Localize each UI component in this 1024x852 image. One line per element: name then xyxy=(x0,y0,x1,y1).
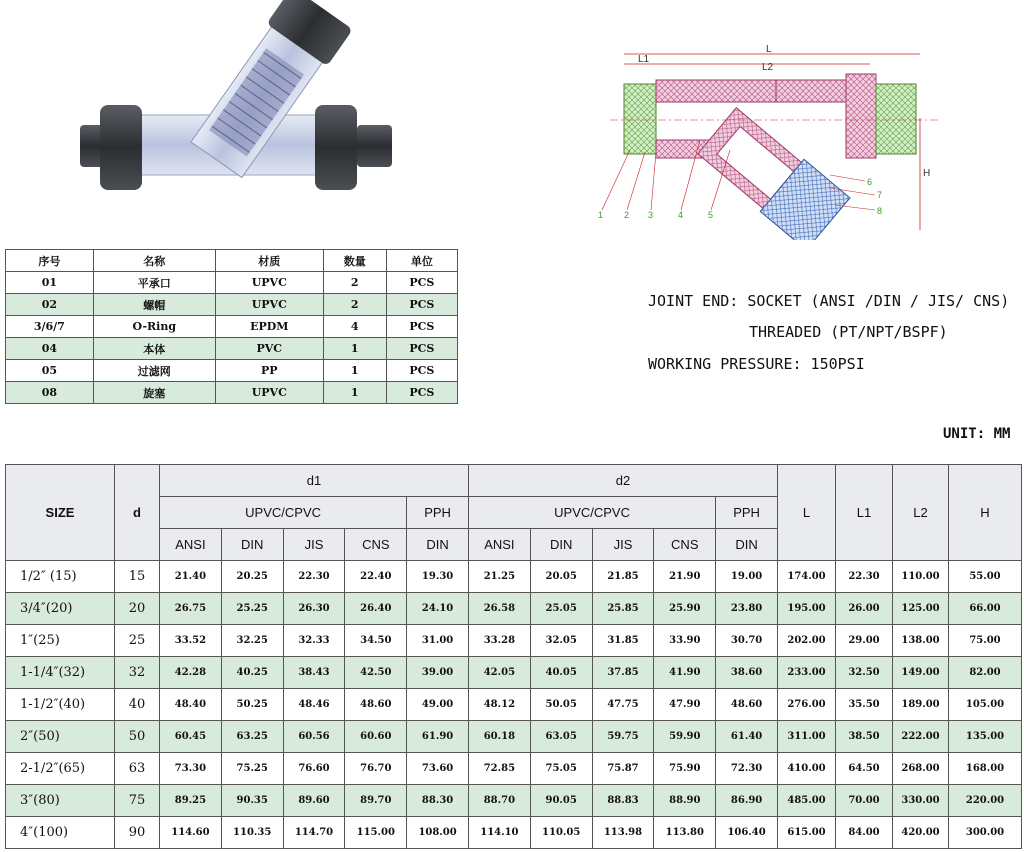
dimension-cell: 20.25 xyxy=(221,561,283,593)
header-d1-upvc: UPVC/CPVC xyxy=(160,497,407,529)
parts-cell: UPVC xyxy=(215,272,323,294)
dimension-row xyxy=(6,817,1022,849)
parts-cell: PCS xyxy=(386,338,457,360)
callout-4: 4 xyxy=(678,210,684,220)
dimension-cell: 76.60 xyxy=(283,753,345,785)
dimension-cell: 276.00 xyxy=(778,689,836,721)
dimension-cell: 268.00 xyxy=(893,753,949,785)
size-cell: 1″(25) xyxy=(6,625,115,657)
dimension-cell: 33.28 xyxy=(468,625,530,657)
dimension-cell: 220.00 xyxy=(949,785,1022,817)
dim-L2: L2 xyxy=(762,62,774,73)
dimension-cell: 63.25 xyxy=(221,721,283,753)
d-cell: 63 xyxy=(115,753,160,785)
dimension-cell: 75.05 xyxy=(530,753,592,785)
dimension-cell: 42.50 xyxy=(345,657,407,689)
dimension-cell: 63.05 xyxy=(530,721,592,753)
dimension-cell: 37.85 xyxy=(592,657,654,689)
parts-cell: O-Ring xyxy=(93,316,215,338)
spec-pressure: WORKING PRESSURE: 150PSI xyxy=(648,355,865,373)
header-d2-ansi: ANSI xyxy=(468,529,530,561)
dimension-cell: 50.05 xyxy=(530,689,592,721)
parts-cell: 1 xyxy=(323,382,386,404)
dimension-cell: 48.46 xyxy=(283,689,345,721)
dimension-cell: 233.00 xyxy=(778,657,836,689)
dimension-cell: 30.70 xyxy=(716,625,778,657)
dimension-cell: 75.00 xyxy=(949,625,1022,657)
dimension-cell: 59.90 xyxy=(654,721,716,753)
parts-cell: 2 xyxy=(323,294,386,316)
dimension-cell: 26.30 xyxy=(283,593,345,625)
parts-cell: 2 xyxy=(323,272,386,294)
dimension-cell: 615.00 xyxy=(778,817,836,849)
dimension-cell: 25.90 xyxy=(654,593,716,625)
dimension-cell: 49.00 xyxy=(407,689,469,721)
parts-cell: 1 xyxy=(323,338,386,360)
size-cell: 1-1/4″(32) xyxy=(6,657,115,689)
d-cell: 75 xyxy=(115,785,160,817)
dimension-cell: 73.30 xyxy=(160,753,222,785)
dimension-cell: 84.00 xyxy=(836,817,893,849)
header-L: L xyxy=(778,465,836,561)
parts-row xyxy=(6,294,458,316)
dimension-cell: 485.00 xyxy=(778,785,836,817)
dimension-cell: 88.83 xyxy=(592,785,654,817)
parts-cell: 04 xyxy=(6,338,94,360)
dimension-cell: 88.90 xyxy=(654,785,716,817)
spec-joint-end: JOINT END: SOCKET (ANSI /DIN / JIS/ CNS) xyxy=(648,292,1010,310)
size-cell: 1-1/2″(40) xyxy=(6,689,115,721)
parts-row xyxy=(6,272,458,294)
dimension-cell: 72.85 xyxy=(468,753,530,785)
dimension-cell: 189.00 xyxy=(893,689,949,721)
dimension-cell: 38.60 xyxy=(716,657,778,689)
size-cell: 2″(50) xyxy=(6,721,115,753)
dimension-cell: 114.10 xyxy=(468,817,530,849)
dimension-cell: 31.85 xyxy=(592,625,654,657)
dimension-cell: 48.40 xyxy=(160,689,222,721)
dimension-cell: 202.00 xyxy=(778,625,836,657)
parts-header-unit: 单位 xyxy=(386,250,457,272)
dimension-cell: 90.05 xyxy=(530,785,592,817)
parts-cell: PCS xyxy=(386,316,457,338)
dimension-cell: 26.75 xyxy=(160,593,222,625)
parts-cell: PCS xyxy=(386,360,457,382)
dimension-cell: 26.40 xyxy=(345,593,407,625)
callout-1: 1 xyxy=(598,210,604,220)
dimension-cell: 114.70 xyxy=(283,817,345,849)
dimension-cell: 22.30 xyxy=(283,561,345,593)
dimension-cell: 73.60 xyxy=(407,753,469,785)
dimension-cell: 35.50 xyxy=(836,689,893,721)
dimension-cell: 222.00 xyxy=(893,721,949,753)
dimension-cell: 125.00 xyxy=(893,593,949,625)
parts-header-name: 名称 xyxy=(93,250,215,272)
parts-cell: 05 xyxy=(6,360,94,382)
dimension-cell: 21.25 xyxy=(468,561,530,593)
header-size: SIZE xyxy=(6,465,115,561)
dimension-cell: 26.58 xyxy=(468,593,530,625)
size-cell: 3/4″(20) xyxy=(6,593,115,625)
dim-L1: L1 xyxy=(638,54,650,65)
parts-row xyxy=(6,360,458,382)
dimension-cell: 106.40 xyxy=(716,817,778,849)
parts-cell: PCS xyxy=(386,382,457,404)
header-d1-pph-din: DIN xyxy=(407,529,469,561)
header-d2-upvc: UPVC/CPVC xyxy=(468,497,715,529)
parts-cell: 3/6/7 xyxy=(6,316,94,338)
parts-cell: PCS xyxy=(386,294,457,316)
technical-drawing xyxy=(590,40,950,240)
dimension-cell: 34.50 xyxy=(345,625,407,657)
dimension-cell: 89.60 xyxy=(283,785,345,817)
dimension-cell: 21.85 xyxy=(592,561,654,593)
unit-label: UNIT: MM xyxy=(943,426,1011,442)
header-d1-pph: PPH xyxy=(407,497,469,529)
dimension-cell: 64.50 xyxy=(836,753,893,785)
parts-cell: 过滤网 xyxy=(93,360,215,382)
dimension-cell: 114.60 xyxy=(160,817,222,849)
dimension-cell: 59.75 xyxy=(592,721,654,753)
parts-cell: 1 xyxy=(323,360,386,382)
dimension-cell: 90.35 xyxy=(221,785,283,817)
dimension-cell: 41.90 xyxy=(654,657,716,689)
dimension-cell: 23.80 xyxy=(716,593,778,625)
dimension-cell: 113.80 xyxy=(654,817,716,849)
callout-3: 3 xyxy=(648,210,654,220)
callout-8: 8 xyxy=(877,206,883,216)
header-d2-din: DIN xyxy=(530,529,592,561)
dimension-cell: 174.00 xyxy=(778,561,836,593)
dimension-cell: 20.05 xyxy=(530,561,592,593)
dimension-cell: 300.00 xyxy=(949,817,1022,849)
header-d2: d2 xyxy=(468,465,777,497)
dimension-cell: 88.70 xyxy=(468,785,530,817)
header-d2-jis: JIS xyxy=(592,529,654,561)
dimension-cell: 31.00 xyxy=(407,625,469,657)
dimension-cell: 33.90 xyxy=(654,625,716,657)
dimension-row xyxy=(6,689,1022,721)
header-d1: d1 xyxy=(160,465,469,497)
parts-row xyxy=(6,382,458,404)
dimension-cell: 72.30 xyxy=(716,753,778,785)
header-d: d xyxy=(115,465,160,561)
parts-table xyxy=(5,249,458,404)
dimension-cell: 110.00 xyxy=(893,561,949,593)
parts-cell: 本体 xyxy=(93,338,215,360)
dimension-cell: 32.50 xyxy=(836,657,893,689)
parts-cell: 01 xyxy=(6,272,94,294)
dimension-cell: 48.60 xyxy=(716,689,778,721)
header-d2-cns: CNS xyxy=(654,529,716,561)
dimension-cell: 420.00 xyxy=(893,817,949,849)
dimension-cell: 70.00 xyxy=(836,785,893,817)
parts-row xyxy=(6,316,458,338)
dimension-cell: 76.70 xyxy=(345,753,407,785)
dimension-row xyxy=(6,561,1022,593)
parts-cell: 08 xyxy=(6,382,94,404)
dimension-cell: 40.05 xyxy=(530,657,592,689)
parts-cell: EPDM xyxy=(215,316,323,338)
parts-row xyxy=(6,338,458,360)
dimension-cell: 105.00 xyxy=(949,689,1022,721)
dimension-cell: 48.60 xyxy=(345,689,407,721)
dimension-cell: 108.00 xyxy=(407,817,469,849)
dimension-cell: 75.25 xyxy=(221,753,283,785)
dimension-cell: 61.40 xyxy=(716,721,778,753)
parts-cell: 02 xyxy=(6,294,94,316)
dimension-cell: 410.00 xyxy=(778,753,836,785)
dimension-cell: 24.10 xyxy=(407,593,469,625)
dimensions-table xyxy=(5,464,1022,849)
dimension-row xyxy=(6,593,1022,625)
parts-cell: PVC xyxy=(215,338,323,360)
dimension-cell: 25.25 xyxy=(221,593,283,625)
dimension-cell: 110.35 xyxy=(221,817,283,849)
callout-5: 5 xyxy=(708,210,714,220)
dimension-cell: 40.25 xyxy=(221,657,283,689)
dimension-cell: 48.12 xyxy=(468,689,530,721)
d-cell: 20 xyxy=(115,593,160,625)
dimension-cell: 60.45 xyxy=(160,721,222,753)
callout-2: 2 xyxy=(624,210,630,220)
dim-L: L xyxy=(766,44,772,55)
parts-cell: 4 xyxy=(323,316,386,338)
dimension-cell: 19.30 xyxy=(407,561,469,593)
size-cell: 1/2″ (15) xyxy=(6,561,115,593)
parts-header-material: 材质 xyxy=(215,250,323,272)
dimension-cell: 88.30 xyxy=(407,785,469,817)
header-d1-jis: JIS xyxy=(283,529,345,561)
parts-header-no: 序号 xyxy=(6,250,94,272)
dimension-cell: 75.90 xyxy=(654,753,716,785)
dimension-row xyxy=(6,625,1022,657)
dimension-cell: 32.05 xyxy=(530,625,592,657)
dimension-cell: 61.90 xyxy=(407,721,469,753)
parts-cell: PCS xyxy=(386,272,457,294)
spec-threaded: THREADED (PT/NPT/BSPF) xyxy=(749,323,948,341)
dimension-cell: 21.40 xyxy=(160,561,222,593)
header-d2-pph: PPH xyxy=(716,497,778,529)
parts-cell: UPVC xyxy=(215,294,323,316)
header-L2: L2 xyxy=(893,465,949,561)
dimension-cell: 86.90 xyxy=(716,785,778,817)
dimension-cell: 42.28 xyxy=(160,657,222,689)
dimension-cell: 82.00 xyxy=(949,657,1022,689)
header-d1-ansi: ANSI xyxy=(160,529,222,561)
d-cell: 15 xyxy=(115,561,160,593)
header-H: H xyxy=(949,465,1022,561)
dimension-cell: 89.25 xyxy=(160,785,222,817)
dimension-cell: 32.33 xyxy=(283,625,345,657)
dimension-cell: 26.00 xyxy=(836,593,893,625)
parts-cell: PP xyxy=(215,360,323,382)
dimension-cell: 168.00 xyxy=(949,753,1022,785)
size-cell: 2-1/2″(65) xyxy=(6,753,115,785)
dimension-cell: 60.56 xyxy=(283,721,345,753)
dimension-cell: 22.30 xyxy=(836,561,893,593)
size-cell: 3″(80) xyxy=(6,785,115,817)
header-d1-din: DIN xyxy=(221,529,283,561)
dimension-cell: 19.00 xyxy=(716,561,778,593)
dimension-cell: 33.52 xyxy=(160,625,222,657)
dimension-row xyxy=(6,657,1022,689)
dimension-cell: 25.85 xyxy=(592,593,654,625)
dimension-cell: 38.50 xyxy=(836,721,893,753)
dimension-cell: 115.00 xyxy=(345,817,407,849)
dimension-cell: 32.25 xyxy=(221,625,283,657)
parts-header-qty: 数量 xyxy=(323,250,386,272)
dimension-cell: 50.25 xyxy=(221,689,283,721)
dimension-row xyxy=(6,785,1022,817)
dimension-cell: 47.90 xyxy=(654,689,716,721)
dimension-cell: 60.60 xyxy=(345,721,407,753)
dimension-cell: 66.00 xyxy=(949,593,1022,625)
dimension-cell: 25.05 xyxy=(530,593,592,625)
parts-cell: UPVC xyxy=(215,382,323,404)
dim-H: H xyxy=(923,168,931,179)
d-cell: 90 xyxy=(115,817,160,849)
dimension-cell: 39.00 xyxy=(407,657,469,689)
dimension-cell: 38.43 xyxy=(283,657,345,689)
dimension-cell: 75.87 xyxy=(592,753,654,785)
product-photo xyxy=(60,0,410,200)
dimension-cell: 113.98 xyxy=(592,817,654,849)
dimension-cell: 110.05 xyxy=(530,817,592,849)
dimension-cell: 330.00 xyxy=(893,785,949,817)
parts-cell: 平承口 xyxy=(93,272,215,294)
dimension-row xyxy=(6,753,1022,785)
d-cell: 25 xyxy=(115,625,160,657)
parts-cell: 旋塞 xyxy=(93,382,215,404)
d-cell: 40 xyxy=(115,689,160,721)
dimension-cell: 21.90 xyxy=(654,561,716,593)
dimension-cell: 42.05 xyxy=(468,657,530,689)
d-cell: 50 xyxy=(115,721,160,753)
parts-cell: 螺帽 xyxy=(93,294,215,316)
dimension-cell: 29.00 xyxy=(836,625,893,657)
header-d1-cns: CNS xyxy=(345,529,407,561)
callout-7: 7 xyxy=(877,190,883,200)
dimension-cell: 135.00 xyxy=(949,721,1022,753)
callout-6: 6 xyxy=(867,177,873,187)
dimension-cell: 138.00 xyxy=(893,625,949,657)
dimension-cell: 311.00 xyxy=(778,721,836,753)
dimension-cell: 149.00 xyxy=(893,657,949,689)
dimension-cell: 195.00 xyxy=(778,593,836,625)
size-cell: 4″(100) xyxy=(6,817,115,849)
dimension-cell: 22.40 xyxy=(345,561,407,593)
header-d2-pph-din: DIN xyxy=(716,529,778,561)
d-cell: 32 xyxy=(115,657,160,689)
header-L1: L1 xyxy=(836,465,893,561)
dimension-cell: 89.70 xyxy=(345,785,407,817)
dimension-cell: 55.00 xyxy=(949,561,1022,593)
dimension-row xyxy=(6,721,1022,753)
dimension-cell: 47.75 xyxy=(592,689,654,721)
dimension-cell: 60.18 xyxy=(468,721,530,753)
